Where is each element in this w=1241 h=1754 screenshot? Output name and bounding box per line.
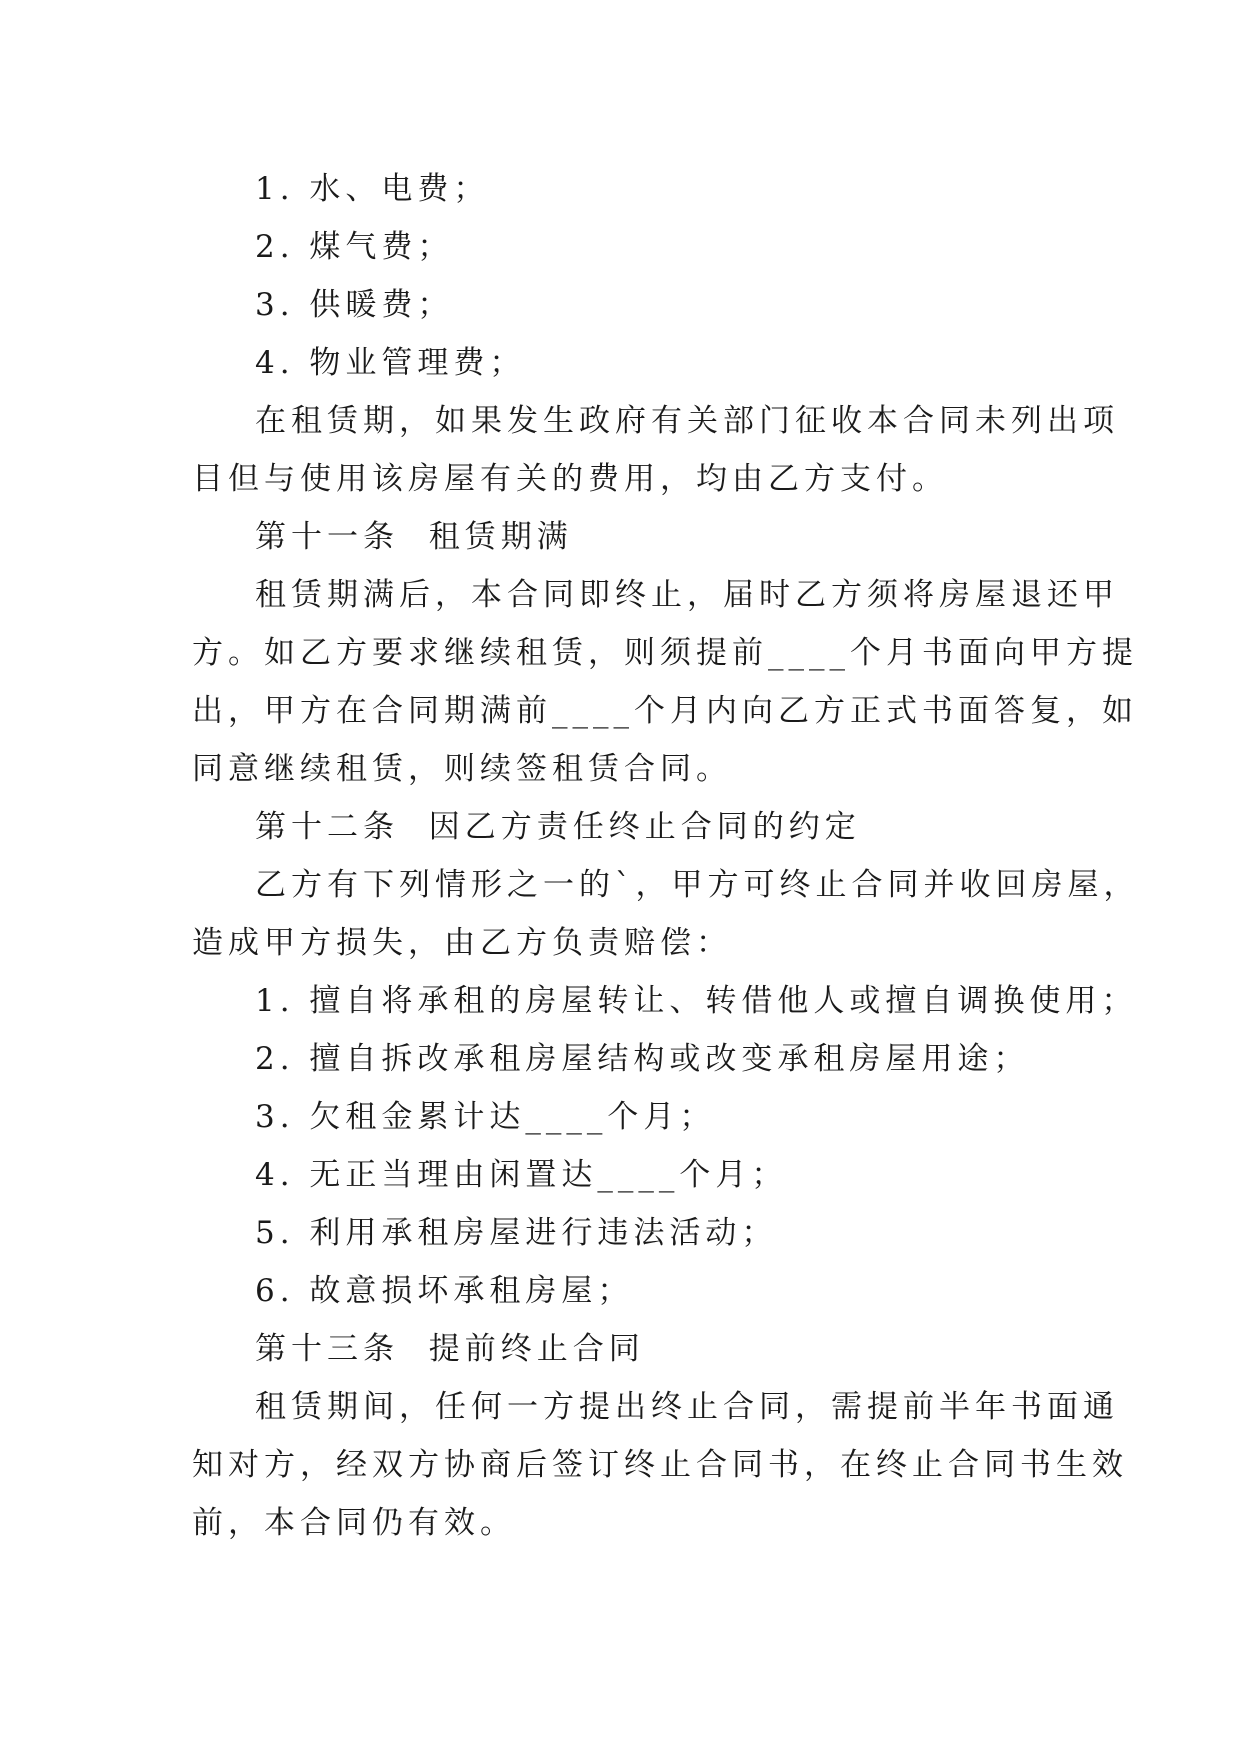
- list-item-idle: 4. 无正当理由闲置达____个月；: [255, 1157, 788, 1193]
- list-item-heating: 3. 供暖费；: [255, 287, 454, 323]
- paragraph-fees-line-2: 目但与使用该房屋有关的费用，均由乙方支付。: [192, 461, 948, 497]
- article-11-paragraph-line-1: 租赁期满后，本合同即终止，届时乙方须将房屋退还甲: [255, 577, 1119, 613]
- list-item-alter-structure: 2. 擅自拆改承租房屋结构或改变承租房屋用途；: [255, 1041, 1030, 1077]
- article-12-heading: 第十二条 因乙方责任终止合同的约定: [255, 809, 861, 845]
- article-11-paragraph-line-3: 出，甲方在合同期满前____个月内向乙方正式书面答复，如: [192, 693, 1138, 729]
- article-13-paragraph-line-1: 租赁期间，任何一方提出终止合同，需提前半年书面通: [255, 1389, 1119, 1425]
- article-13-paragraph-line-3: 前，本合同仍有效。: [192, 1505, 516, 1541]
- list-item-illegal-activity: 5. 利用承租房屋进行违法活动；: [255, 1215, 778, 1251]
- list-item-property-management: 4. 物业管理费；: [255, 345, 526, 381]
- article-13-paragraph-line-2: 知对方，经双方协商后签订终止合同书，在终止合同书生效: [192, 1447, 1128, 1483]
- list-item-damage: 6. 故意损坏承租房屋；: [255, 1273, 634, 1309]
- list-item-rent-arrears: 3. 欠租金累计达____个月；: [255, 1099, 716, 1135]
- list-item-sublet: 1. 擅自将承租的房屋转让、转借他人或擅自调换使用；: [255, 983, 1138, 1019]
- article-11-paragraph-line-4: 同意继续租赁，则续签租赁合同。: [192, 751, 732, 787]
- article-12-paragraph-line-1: 乙方有下列情形之一的`，甲方可终止合同并收回房屋，: [255, 867, 1140, 903]
- paragraph-fees-line-1: 在租赁期，如果发生政府有关部门征收本合同未列出项: [255, 403, 1119, 439]
- list-item-gas: 2. 煤气费；: [255, 229, 454, 265]
- article-11-heading: 第十一条 租赁期满: [255, 519, 573, 555]
- article-12-paragraph-line-2: 造成甲方损失，由乙方负责赔偿：: [192, 925, 732, 961]
- list-item-water-electricity: 1. 水、电费；: [255, 171, 490, 207]
- document-body: [192, 160, 1140, 1552]
- article-13-heading: 第十三条 提前终止合同: [255, 1331, 645, 1367]
- article-11-paragraph-line-2: 方。如乙方要求继续租赁，则须提前____个月书面向甲方提: [192, 635, 1138, 671]
